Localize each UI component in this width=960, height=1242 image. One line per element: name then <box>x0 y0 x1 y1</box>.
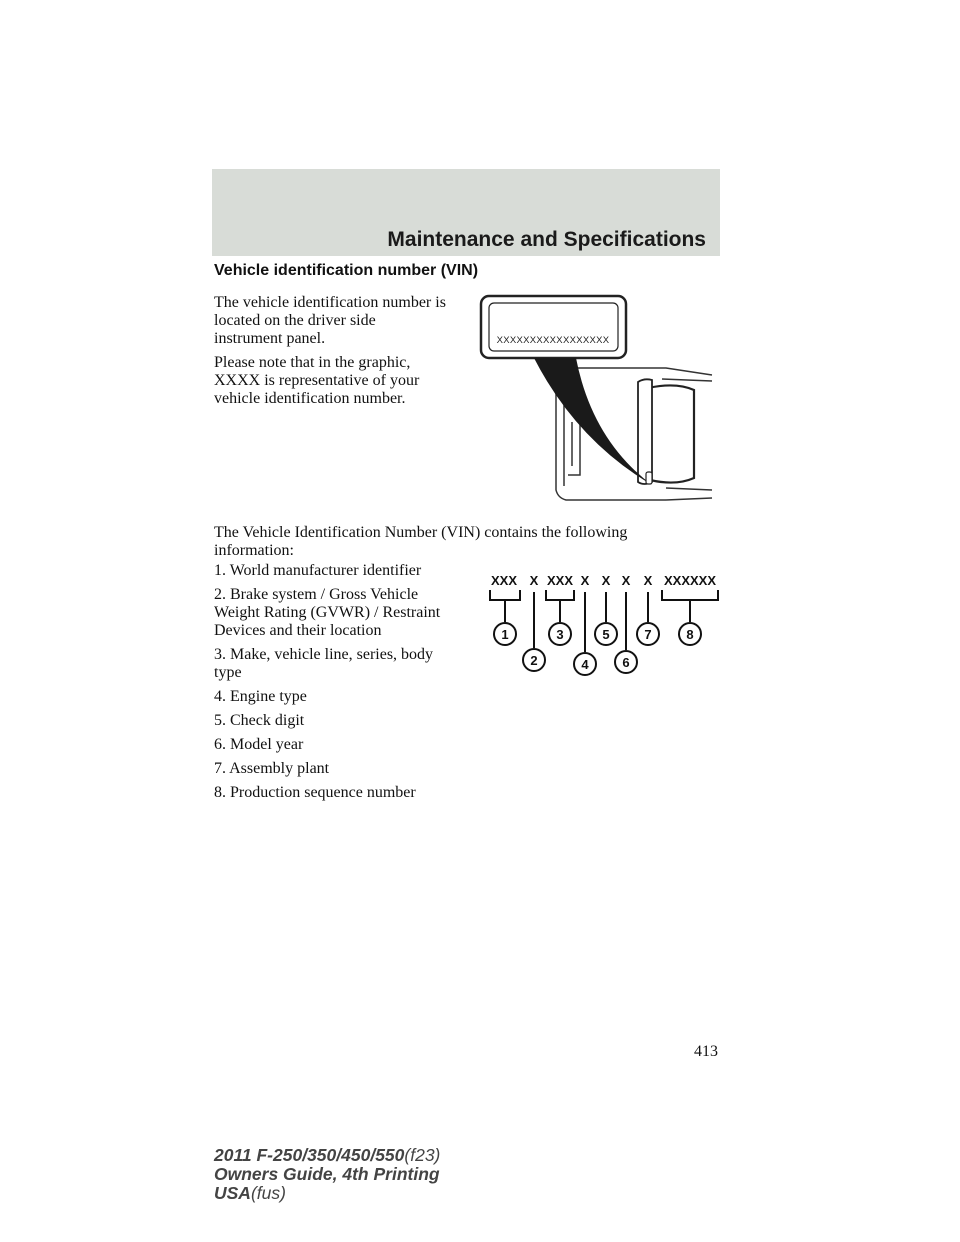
text-line: 5. Check digit <box>214 712 305 729</box>
vin-parts-list <box>214 562 464 808</box>
list-item <box>214 562 464 580</box>
list-item <box>214 784 464 802</box>
text-line: 7. Assembly plant <box>214 760 330 777</box>
text-line: Weight Rating (GVWR) / Restraint <box>214 604 441 621</box>
callout-label-1: 1 <box>501 627 509 642</box>
list-item <box>214 688 464 706</box>
intro-paragraph-2 <box>214 354 419 408</box>
list-item <box>214 586 464 640</box>
callout-label-5: 5 <box>602 627 610 642</box>
text-line: XXXX is representative of your <box>214 372 420 389</box>
intro-paragraph-1 <box>214 294 446 348</box>
callout-label-2: 2 <box>530 653 538 668</box>
contains-paragraph <box>214 524 627 560</box>
vin-group-2: X <box>529 573 539 588</box>
list-item <box>214 760 464 778</box>
text-line: Please note that in the graphic, <box>214 354 411 371</box>
vin-group-8: XXXXXX <box>663 573 717 588</box>
text-line: type <box>214 664 242 681</box>
text-line: The vehicle identification number is <box>214 294 446 311</box>
text-line: 3. Make, vehicle line, series, body <box>214 646 434 663</box>
vin-group-1: XXX <box>490 573 518 588</box>
text-line: vehicle identification number. <box>214 390 406 407</box>
text-line: instrument panel. <box>214 330 326 347</box>
page-number: 413 <box>694 1043 718 1060</box>
callout-label-7: 7 <box>644 627 652 642</box>
vin-plate-text: XXXXXXXXXXXXXXXXX <box>496 335 610 346</box>
header-band <box>212 169 720 256</box>
text-line: located on the driver side <box>214 312 376 329</box>
vin-group-5: X <box>601 573 611 588</box>
vin-breakdown-diagram <box>486 570 726 680</box>
document-footer <box>214 1146 440 1203</box>
footer-market-code: (fus) <box>250 1183 286 1203</box>
footer-code: (f23) <box>404 1145 441 1165</box>
vin-group-7: X <box>643 573 653 588</box>
text-line: 2. Brake system / Gross Vehicle <box>214 586 419 603</box>
list-item <box>214 736 464 754</box>
vin-location-illustration <box>476 290 726 510</box>
text-line: 8. Production sequence number <box>214 784 416 801</box>
vin-group-6: X <box>621 573 631 588</box>
callout-label-6: 6 <box>622 655 630 670</box>
callout-label-8: 8 <box>686 627 694 642</box>
instrument-panel-outline <box>648 385 694 482</box>
pointer-wedge <box>534 358 652 485</box>
text-line: The Vehicle Identification Number (VIN) contains the following <box>214 524 628 541</box>
vin-group-3: XXX <box>546 573 574 588</box>
text-line: 6. Model year <box>214 736 304 753</box>
text-line: 1. World manufacturer identifier <box>214 562 422 579</box>
footer-market: USA <box>214 1183 251 1203</box>
callout-label-4: 4 <box>581 657 589 672</box>
text-line: information: <box>214 542 294 559</box>
vin-group-4: X <box>580 573 590 588</box>
text-line: 4. Engine type <box>214 688 307 705</box>
list-item <box>214 646 464 682</box>
vin-plate <box>481 296 626 358</box>
text-line: Devices and their location <box>214 622 382 639</box>
section-title: Vehicle identification number (VIN) <box>214 262 479 279</box>
list-item <box>214 712 464 730</box>
footer-model: 2011 F-250/350/450/550 <box>214 1145 405 1165</box>
callout-label-3: 3 <box>556 627 564 642</box>
page-header-title: Maintenance and Specifications <box>387 228 706 251</box>
footer-edition: Owners Guide, 4th Printing <box>214 1164 440 1184</box>
